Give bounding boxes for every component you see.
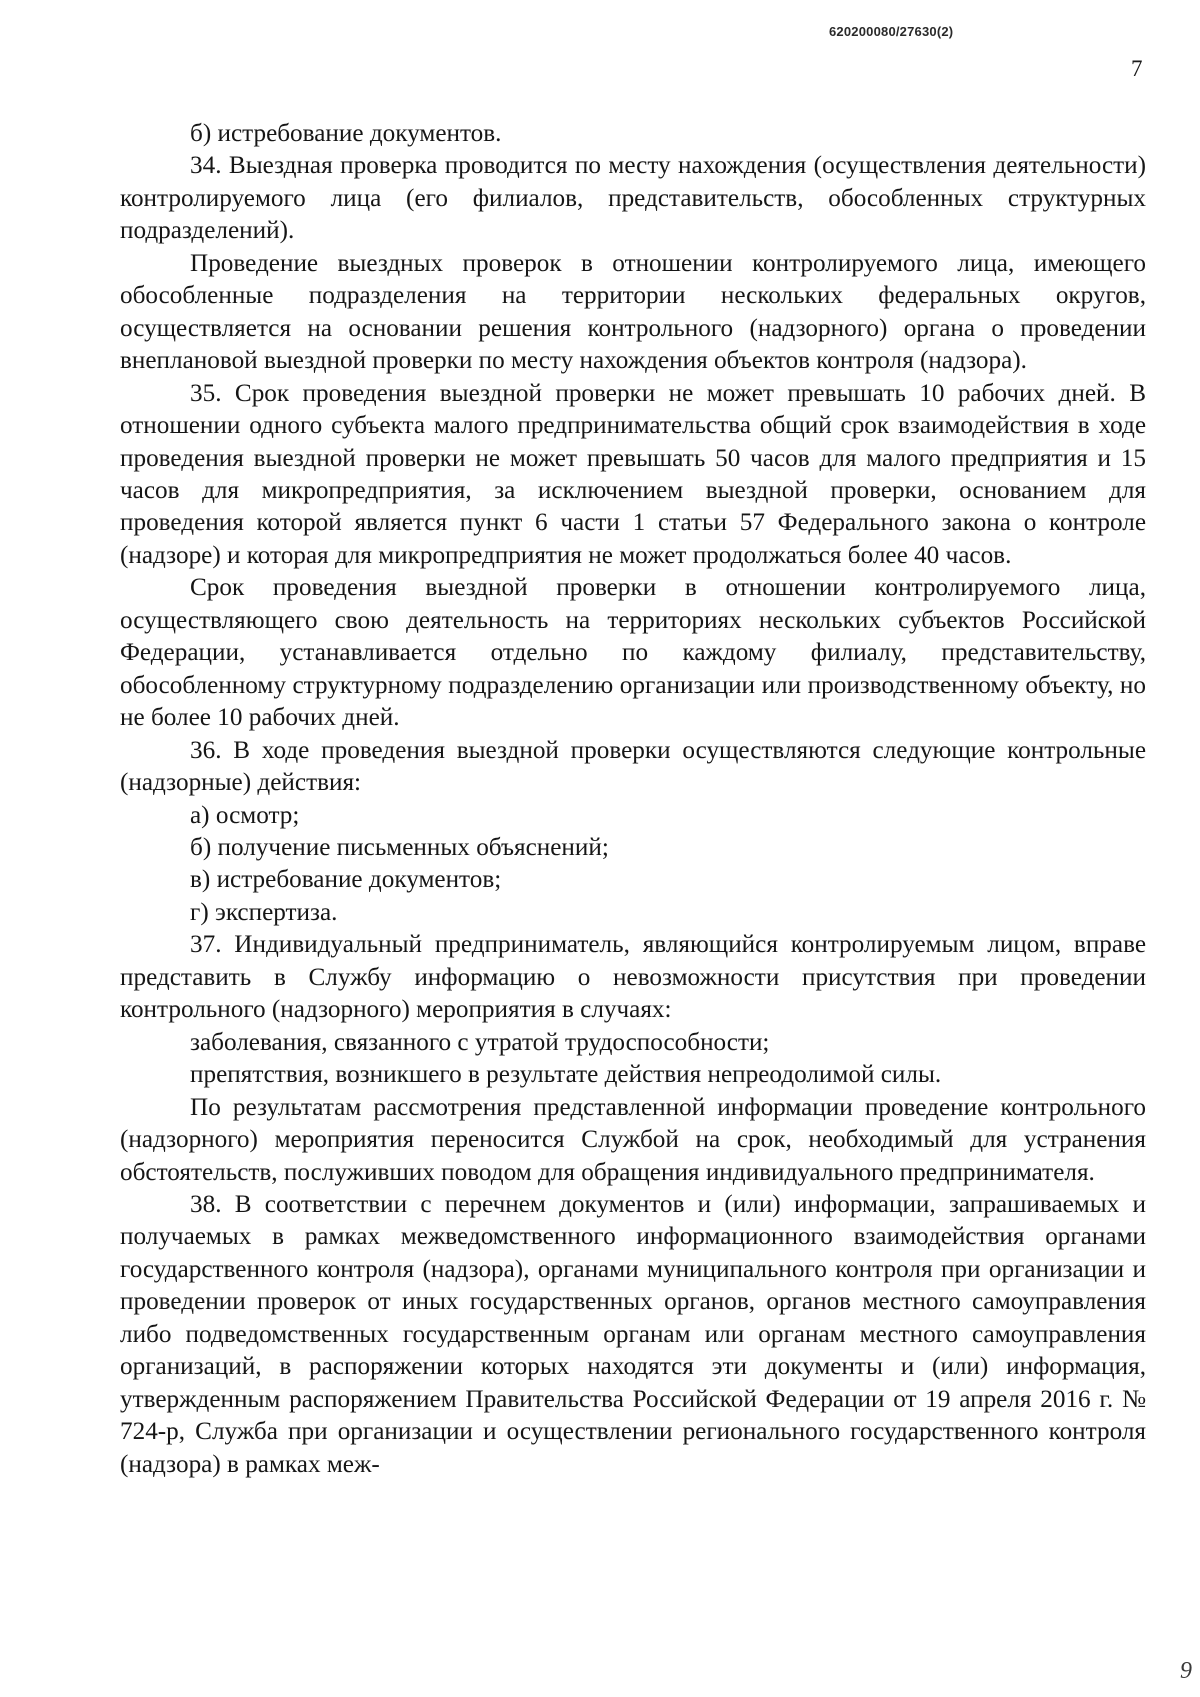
document-body [120,118,1146,1481]
list-item-inspection: а) осмотр; [190,801,300,829]
list-item-document-requisition: в) истребование документов; [190,866,502,894]
paragraph-34-on-site-inspection-location: 34. Выездная проверка проводится по месту нахождения (осуществления деятельности) контролируемого лица (его филиалов, представительств, обособленных структурных подразделений). [120,152,1146,245]
paragraph-35-multiple-subjects: Срок проведения выездной проверки в отношении контролируемого лица, осуществляющего свою деятельность на территориях нескольких субъектов Российской Федерации, устанавливается отдельно по каждому филиалу, представительству, обособленному структурному подразделению организации или производственному объекту, но не более 10 рабочих дней. [120,574,1146,732]
paragraph-34-federal-districts: Проведение выездных проверок в отношении контролируемого лица, имеющего обособленные подразделения на территории нескольких федеральных округов, осуществляется на основании решения контрольного (надзорного) органа о проведении внеплановой выездной проверки по месту нахождения объектов контроля (надзора). [120,249,1146,375]
document-registration-number: 620200080/27630(2) [829,24,954,39]
list-item-force-majeure: препятствия, возникшего в результате действия непреодолимой силы. [190,1061,942,1089]
paragraph-item-b-requisition: б) истребование документов. [190,120,502,147]
list-item-illness: заболевания, связанного с утратой трудоспособности; [190,1028,770,1056]
paragraph-37-entrepreneur-absence: 37. Индивидуальный предприниматель, являющийся контролируемым лицом, вправе представить в Службу информацию о невозможности присутствия при проведении контрольного (надзорного) мероприятия в случаях: [120,931,1146,1024]
list-item-expertise: г) экспертиза. [190,898,338,926]
paragraph-37-postponement: По результатам рассмотрения представленной информации проведение контрольного (надзорного) мероприятия переносится Службой на срок, необходимый для устранения обстоятельств, послуживших поводом для обращения индивидуального предпринимателя. [120,1093,1146,1186]
page-number: 7 [1131,56,1143,81]
paragraph-38-interagency-documents: 38. В соответствии с перечнем документов и (или) информации, запрашиваемых и получаемых в рамках межведомственного информационного взаимодействия органами государственного контроля (надзора), органами муниципального контроля при организации и проведении проверок от иных государственных органов, органов местного самоуправления либо подведомственных государственным органам или органам местного самоуправления организаций, в распоряжении которых находятся эти документы и (или) информация, утвержденным распоряжением Правительства Российской Федерации от 19 апреля 2016 г. № 724-р, Служба при организации и осуществлении регионального государственного контроля (надзора) в рамках меж- [120,1190,1146,1478]
handwritten-page-mark: 9 [1180,1658,1192,1684]
paragraph-35-inspection-duration: 35. Срок проведения выездной проверки не может превышать 10 рабочих дней. В отношении одного субъекта малого предпринимательства общий срок взаимодействия в ходе проведения выездной проверки не может превышать 50 часов для малого предприятия и 15 часов для микропредприятия, за исключением выездной проверки, основанием для проведения которой является пункт 6 части 1 статьи 57 Федерального закона о контроле (надзоре) и которая для микропредприятия не может продолжаться более 40 часов. [120,379,1146,569]
list-item-written-explanations: б) получение письменных объяснений; [190,833,609,861]
paragraph-36-control-actions: 36. В ходе проведения выездной проверки осуществляются следующие контрольные (надзорные) действия: [120,736,1146,797]
